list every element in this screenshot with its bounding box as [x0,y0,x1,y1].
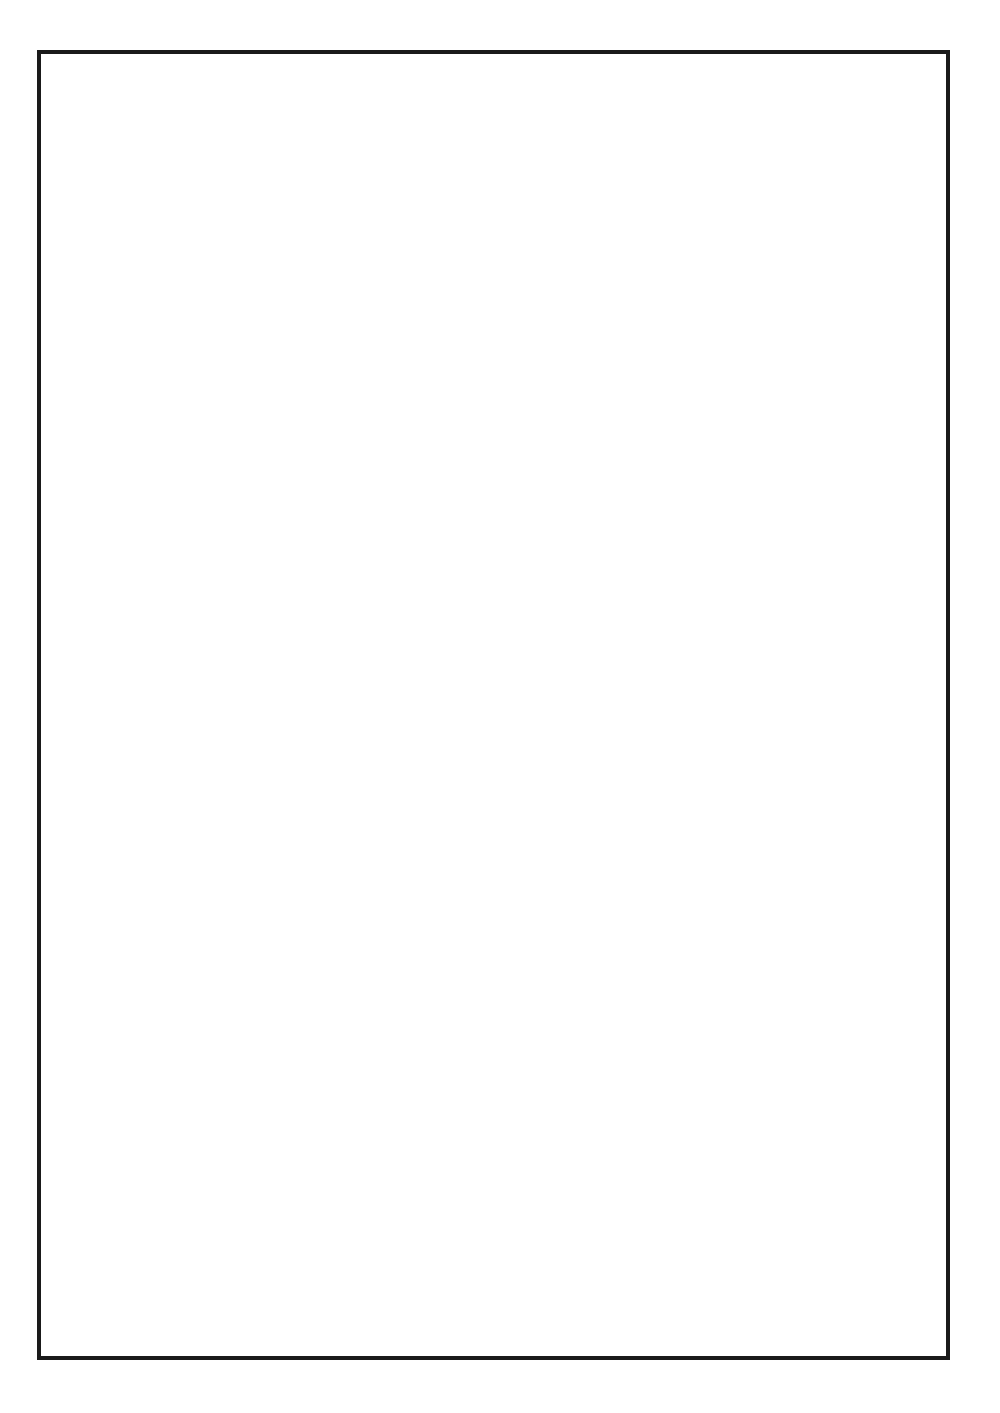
liveworksheets-logo [698,1376,724,1412]
logo-block [698,1383,708,1393]
logo-blocks-icon [698,1383,720,1405]
logo-block [710,1395,720,1405]
logo-block [710,1383,720,1393]
logo-block [698,1395,708,1405]
worksheet-frame [37,50,950,1360]
